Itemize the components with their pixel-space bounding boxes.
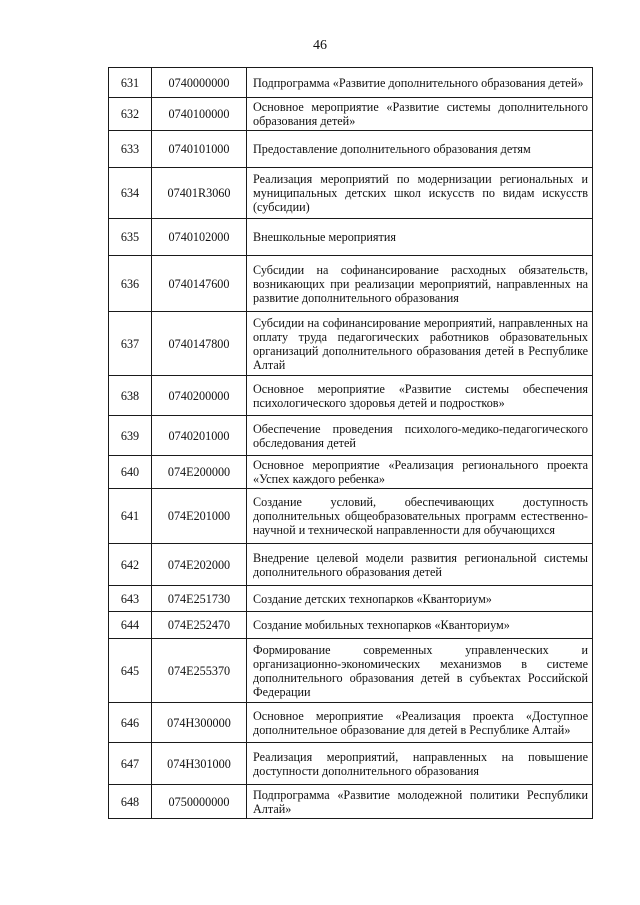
row-number: 647 bbox=[109, 743, 152, 785]
row-number: 636 bbox=[109, 256, 152, 312]
row-number: 631 bbox=[109, 68, 152, 98]
row-description: Создание условий, обеспечивающих доступность дополнительных общеобразовательных программ естественно-научной и технической направленности для обучающихся bbox=[247, 489, 593, 544]
row-number: 640 bbox=[109, 456, 152, 489]
table-row bbox=[109, 785, 593, 819]
row-description: Внешкольные мероприятия bbox=[247, 219, 593, 256]
row-description: Субсидии на софинансирование расходных обязательств, возникающих при реализации мероприятий, направленных на развитие дополнительного образования bbox=[247, 256, 593, 312]
table-row bbox=[109, 416, 593, 456]
table-row bbox=[109, 312, 593, 376]
row-code: 074E200000 bbox=[152, 456, 247, 489]
row-description: Реализация мероприятий по модернизации региональных и муниципальных детских школ искусств по видам искусств (субсидии) bbox=[247, 168, 593, 219]
row-number: 633 bbox=[109, 131, 152, 168]
row-description: Обеспечение проведения психолого-медико-педагогического обследования детей bbox=[247, 416, 593, 456]
row-number: 637 bbox=[109, 312, 152, 376]
row-code: 074H301000 bbox=[152, 743, 247, 785]
row-number: 644 bbox=[109, 612, 152, 639]
budget-codes-table bbox=[108, 67, 593, 819]
row-description: Создание мобильных технопарков «Кванториум» bbox=[247, 612, 593, 639]
row-number: 632 bbox=[109, 98, 152, 131]
row-code: 074E202000 bbox=[152, 544, 247, 586]
table-row bbox=[109, 703, 593, 743]
row-code: 074H300000 bbox=[152, 703, 247, 743]
table-row bbox=[109, 219, 593, 256]
table-row bbox=[109, 256, 593, 312]
row-description: Основное мероприятие «Реализация проекта «Доступное дополнительное образование для детей в Республике Алтай» bbox=[247, 703, 593, 743]
row-code: 0740100000 bbox=[152, 98, 247, 131]
row-number: 639 bbox=[109, 416, 152, 456]
row-code: 0740147800 bbox=[152, 312, 247, 376]
table-row bbox=[109, 168, 593, 219]
row-number: 642 bbox=[109, 544, 152, 586]
table-row bbox=[109, 612, 593, 639]
row-number: 635 bbox=[109, 219, 152, 256]
row-code: 0740102000 bbox=[152, 219, 247, 256]
row-description: Внедрение целевой модели развития региональной системы дополнительного образования детей bbox=[247, 544, 593, 586]
row-code: 074E201000 bbox=[152, 489, 247, 544]
table-row bbox=[109, 743, 593, 785]
row-code: 07401R3060 bbox=[152, 168, 247, 219]
row-code: 0740000000 bbox=[152, 68, 247, 98]
row-number: 645 bbox=[109, 639, 152, 703]
row-code: 0740101000 bbox=[152, 131, 247, 168]
row-code: 074E255370 bbox=[152, 639, 247, 703]
table-row bbox=[109, 68, 593, 98]
table-row bbox=[109, 586, 593, 612]
row-description: Реализация мероприятий, направленных на повышение доступности дополнительного образования bbox=[247, 743, 593, 785]
row-code: 0740201000 bbox=[152, 416, 247, 456]
table-row bbox=[109, 544, 593, 586]
table-row bbox=[109, 98, 593, 131]
row-number: 648 bbox=[109, 785, 152, 819]
row-code: 0740200000 bbox=[152, 376, 247, 416]
row-description: Формирование современных управленческих и организационно-экономических механизмов в системе дополнительного образования детей в субъектах Российской Федерации bbox=[247, 639, 593, 703]
row-description: Подпрограмма «Развитие молодежной политики Республики Алтай» bbox=[247, 785, 593, 819]
row-description: Субсидии на софинансирование мероприятий, направленных на оплату труда педагогических работников образовательных организаций дополнительного образования детей в Республике Алтай bbox=[247, 312, 593, 376]
row-number: 641 bbox=[109, 489, 152, 544]
row-description: Подпрограмма «Развитие дополнительного образования детей» bbox=[247, 68, 593, 98]
table-body bbox=[109, 68, 593, 819]
row-code: 074E252470 bbox=[152, 612, 247, 639]
row-code: 074E251730 bbox=[152, 586, 247, 612]
table-row bbox=[109, 456, 593, 489]
page-number: 46 bbox=[313, 38, 327, 53]
table-row bbox=[109, 489, 593, 544]
row-code: 0750000000 bbox=[152, 785, 247, 819]
row-description: Основное мероприятие «Реализация регионального проекта «Успех каждого ребенка» bbox=[247, 456, 593, 489]
row-number: 646 bbox=[109, 703, 152, 743]
row-code: 0740147600 bbox=[152, 256, 247, 312]
row-number: 634 bbox=[109, 168, 152, 219]
row-number: 638 bbox=[109, 376, 152, 416]
row-description: Основное мероприятие «Развитие системы обеспечения психологического здоровья детей и подростков» bbox=[247, 376, 593, 416]
row-description: Основное мероприятие «Развитие системы дополнительного образования детей» bbox=[247, 98, 593, 131]
table-row bbox=[109, 131, 593, 168]
row-number: 643 bbox=[109, 586, 152, 612]
table-row bbox=[109, 639, 593, 703]
row-description: Предоставление дополнительного образования детям bbox=[247, 131, 593, 168]
table-row bbox=[109, 376, 593, 416]
row-description: Создание детских технопарков «Кванториум» bbox=[247, 586, 593, 612]
